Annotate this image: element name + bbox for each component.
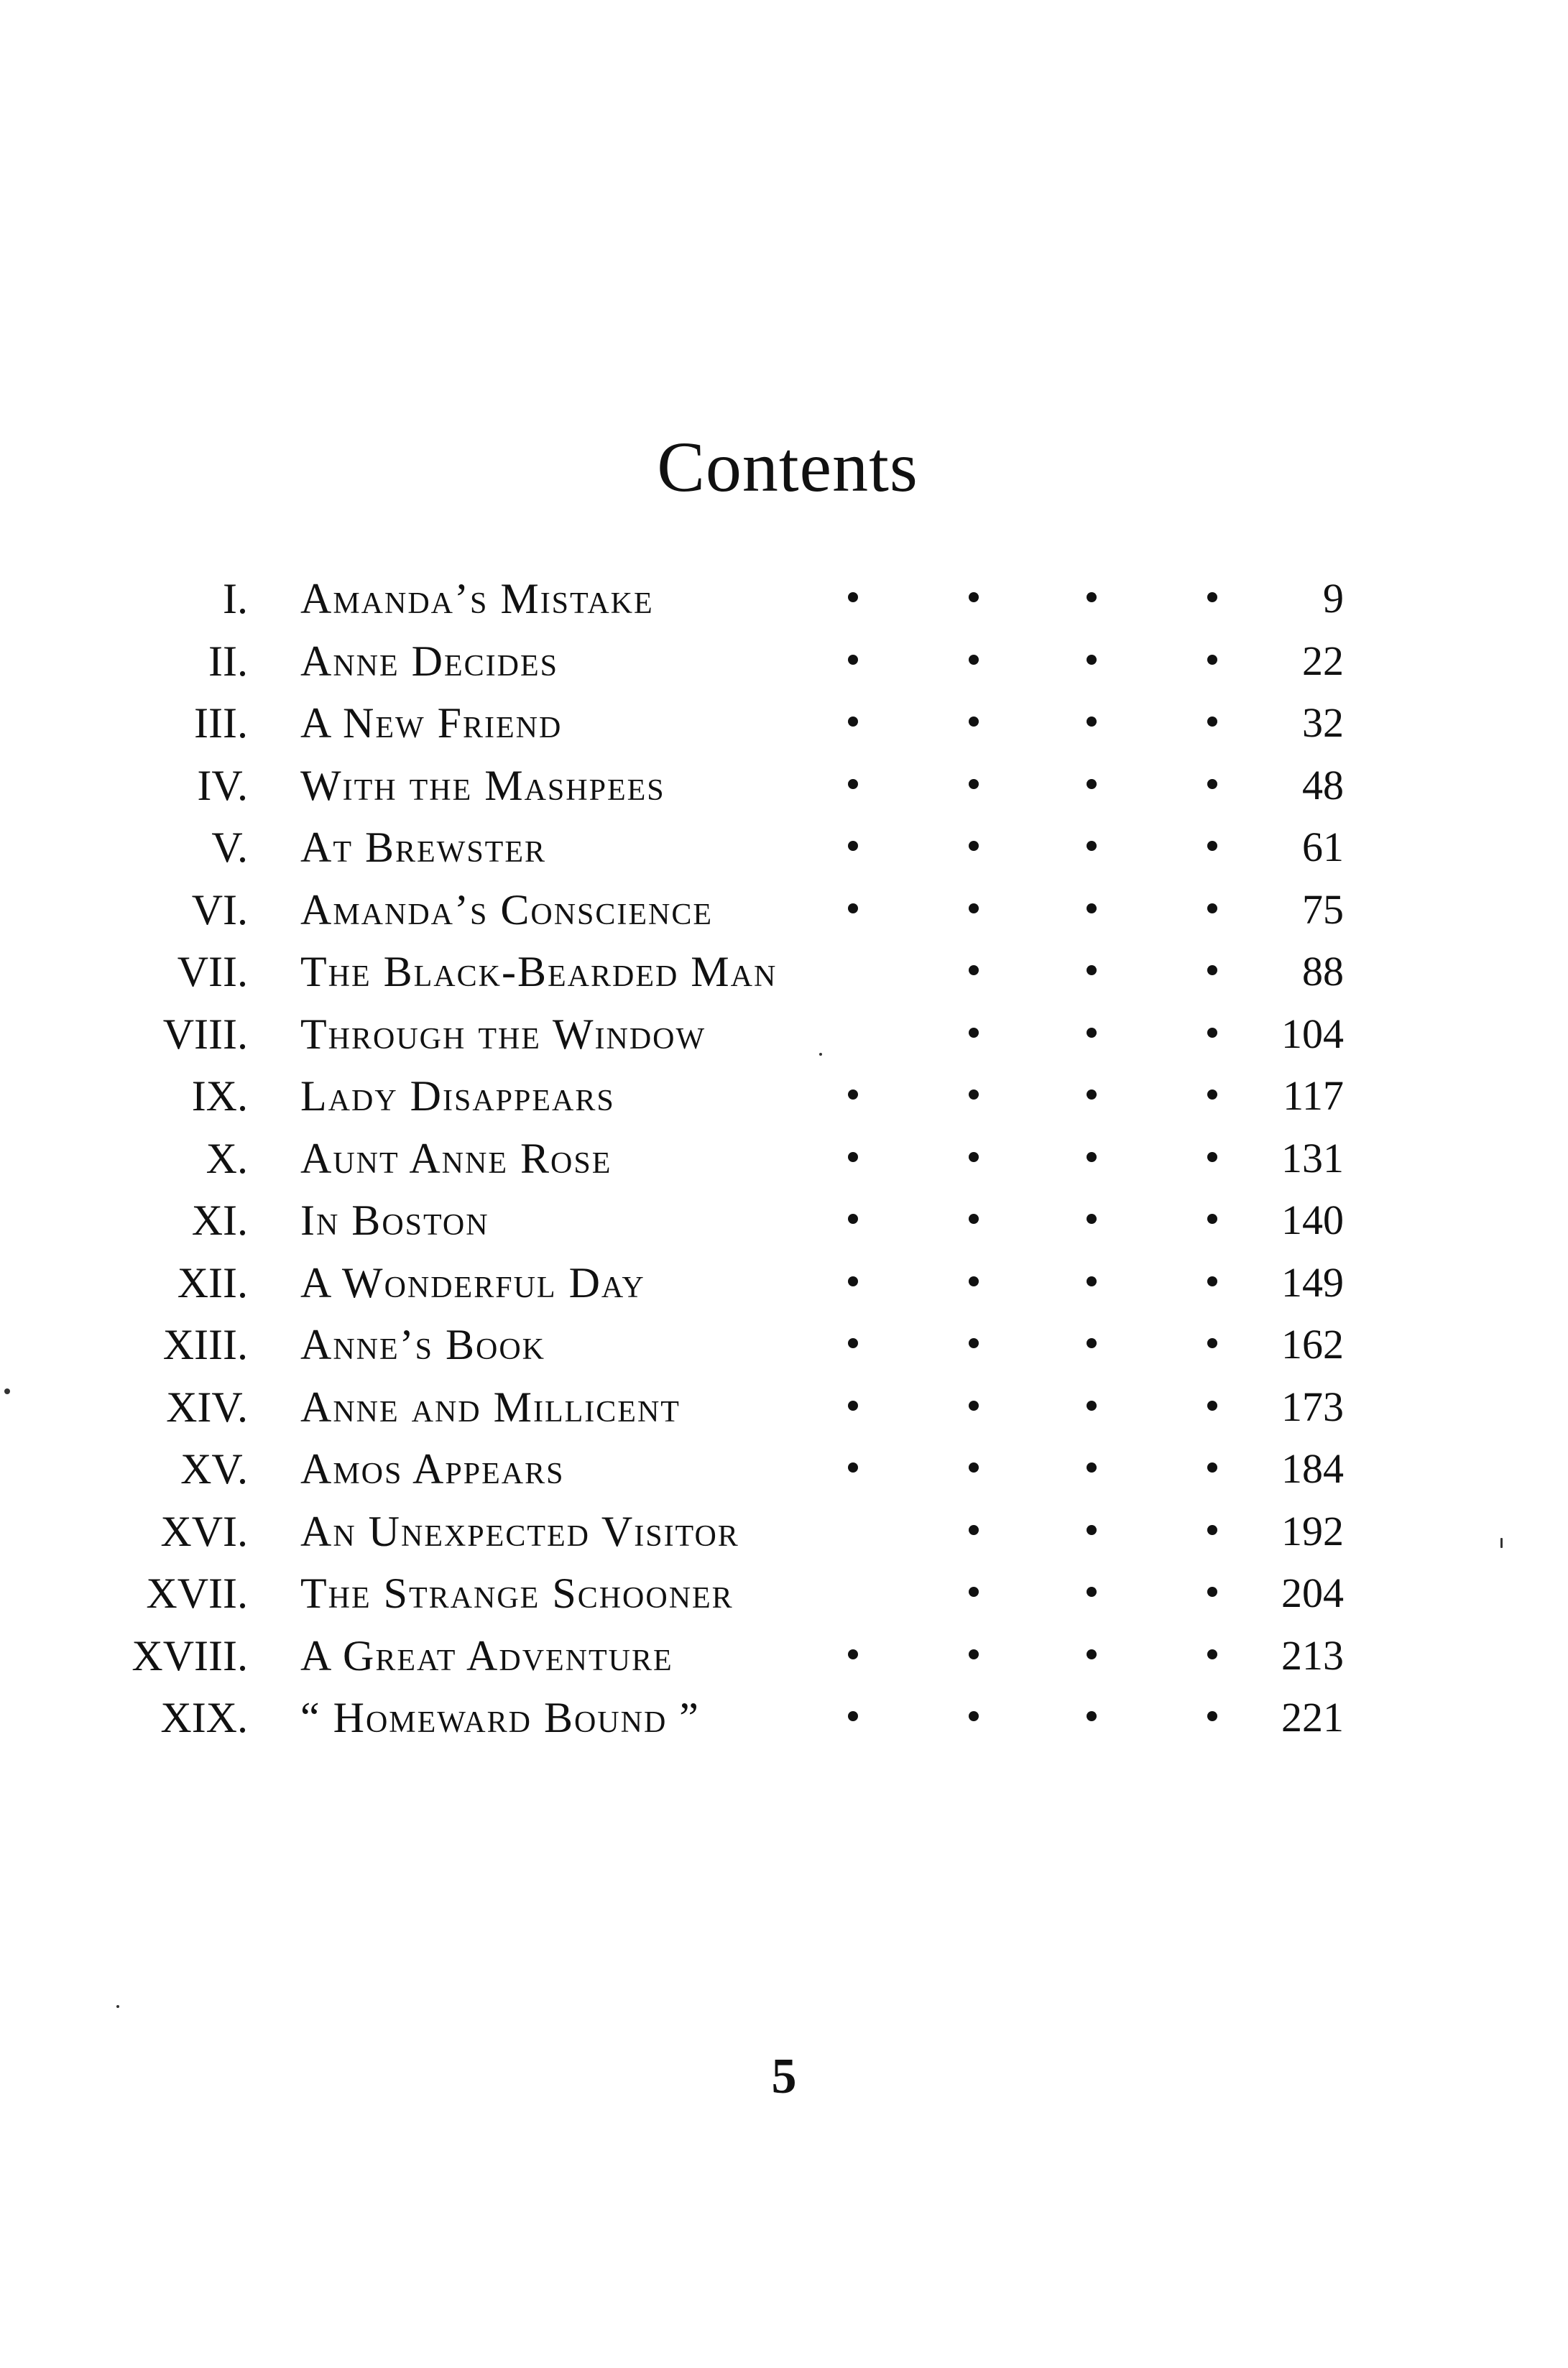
leader-dot: [969, 1711, 979, 1721]
leader-dot: [1087, 1711, 1097, 1721]
chapter-numeral: VII.: [177, 948, 248, 995]
chapter-numeral: X.: [206, 1134, 248, 1182]
toc-row: [0, 1189, 1568, 1252]
toc-row: [0, 1625, 1568, 1687]
chapter-numeral: XVI.: [160, 1507, 248, 1555]
print-speck: [4, 1388, 10, 1394]
leader-dot: [969, 779, 979, 789]
chapter-page-number: 192: [1281, 1507, 1344, 1554]
chapter-page-number: 104: [1281, 1010, 1344, 1057]
chapter-title: With the Mashpees: [300, 761, 665, 809]
chapter-page-number: 149: [1281, 1258, 1344, 1306]
chapter-title: An Unexpected Visitor: [300, 1507, 739, 1555]
chapter-title: A Great Adventure: [300, 1631, 673, 1680]
toc-row: [0, 1376, 1568, 1439]
leader-dot: [1207, 1587, 1217, 1597]
leader-dot: [969, 1401, 979, 1411]
toc-row: [0, 941, 1568, 1003]
chapter-page-number: 131: [1281, 1134, 1344, 1181]
leader-dot: [1207, 1462, 1217, 1473]
leader-dot: [1087, 1587, 1097, 1597]
leader-dot: [969, 903, 979, 913]
leader-dot: [969, 1089, 979, 1100]
leader-dot: [1087, 1462, 1097, 1473]
leader-dot: [969, 1587, 979, 1597]
chapter-title: Amanda’s Conscience: [300, 885, 714, 934]
chapter-title: Anne and Millicent: [300, 1383, 681, 1431]
chapter-numeral: V.: [211, 824, 248, 871]
leader-dot: [1207, 1649, 1217, 1659]
print-speck: [1500, 1538, 1503, 1548]
leader-dot: [848, 1214, 858, 1224]
toc-row: [0, 1003, 1568, 1066]
leader-dot: [848, 1462, 858, 1473]
leader-dot: [969, 1649, 979, 1659]
chapter-page-number: 75: [1302, 885, 1344, 933]
leader-dot: [969, 841, 979, 851]
chapter-numeral: XIII.: [162, 1321, 248, 1368]
leader-dot: [1207, 1401, 1217, 1411]
chapter-page-number: 48: [1302, 761, 1344, 808]
toc-row: [0, 816, 1568, 879]
leader-dot: [848, 1338, 858, 1348]
chapter-numeral: XVII.: [146, 1570, 248, 1617]
leader-dot: [1087, 1649, 1097, 1659]
chapter-page-number: 204: [1281, 1570, 1344, 1616]
leader-dot: [848, 655, 858, 665]
leader-dot: [969, 1214, 979, 1224]
page-number: 5: [771, 2049, 797, 2104]
chapter-title: “ Homeward Bound ”: [300, 1694, 700, 1741]
leader-dot: [1087, 965, 1097, 975]
toc-row: [0, 1128, 1568, 1190]
print-speck: [819, 1053, 822, 1056]
chapter-title: In Boston: [300, 1197, 489, 1244]
leader-dot: [969, 1152, 979, 1162]
toc-row: [0, 755, 1568, 817]
leader-dot: [969, 717, 979, 727]
chapter-page-number: 140: [1281, 1197, 1344, 1243]
leader-dot: [848, 1401, 858, 1411]
leader-dot: [1087, 1401, 1097, 1411]
leader-dot: [969, 1028, 979, 1038]
toc-row: [0, 879, 1568, 941]
chapter-page-number: 117: [1283, 1072, 1344, 1119]
chapter-title: Amanda’s Mistake: [300, 575, 654, 622]
chapter-title: Lady Disappears: [300, 1072, 615, 1120]
leader-dot: [1087, 1089, 1097, 1100]
chapter-numeral: XI.: [191, 1197, 248, 1244]
chapter-numeral: XVIII.: [132, 1631, 248, 1680]
leader-dot: [1087, 1028, 1097, 1038]
leader-dot: [848, 1276, 858, 1286]
chapter-page-number: 162: [1281, 1321, 1344, 1368]
leader-dot: [969, 655, 979, 665]
leader-dot: [1207, 779, 1217, 789]
chapter-numeral: XV.: [180, 1445, 248, 1493]
chapter-numeral: I.: [223, 575, 248, 622]
toc-row: [0, 1687, 1568, 1749]
chapter-page-number: 88: [1302, 948, 1344, 995]
leader-dot: [969, 592, 979, 602]
toc-row: [0, 692, 1568, 755]
leader-dot: [1207, 717, 1217, 727]
table-of-contents: [0, 568, 1568, 1749]
leader-dot: [848, 1649, 858, 1659]
leader-dot: [1207, 1089, 1217, 1100]
toc-row: [0, 1314, 1568, 1376]
toc-row: [0, 568, 1568, 630]
leader-dot: [1087, 779, 1097, 789]
chapter-page-number: 221: [1281, 1694, 1344, 1741]
toc-row: [0, 1501, 1568, 1563]
chapter-numeral: III.: [194, 699, 248, 747]
chapter-numeral: XIV.: [166, 1383, 248, 1431]
leader-dot: [848, 903, 858, 913]
chapter-page-number: 184: [1281, 1445, 1344, 1492]
chapter-page-number: 32: [1302, 699, 1344, 746]
leader-dot: [1087, 1338, 1097, 1348]
chapter-title: Anne’s Book: [300, 1321, 545, 1368]
leader-dot: [1207, 965, 1217, 975]
leader-dot: [1087, 1276, 1097, 1286]
leader-dot: [969, 965, 979, 975]
chapter-page-number: 173: [1281, 1383, 1344, 1430]
leader-dot: [848, 1711, 858, 1721]
leader-dot: [1207, 1152, 1217, 1162]
leader-dot: [1207, 841, 1217, 851]
page-title: Contents: [657, 427, 918, 507]
leader-dot: [969, 1462, 979, 1473]
chapter-page-number: 213: [1281, 1631, 1344, 1679]
chapter-page-number: 22: [1302, 637, 1344, 684]
toc-row: [0, 1065, 1568, 1128]
chapter-numeral: XII.: [177, 1258, 248, 1307]
leader-dot: [1207, 1028, 1217, 1038]
leader-dot: [848, 841, 858, 851]
leader-dot: [1087, 655, 1097, 665]
leader-dot: [1087, 1525, 1097, 1535]
leader-dot: [1207, 1711, 1217, 1721]
print-speck: [116, 2005, 119, 2008]
leader-dot: [848, 592, 858, 602]
chapter-page-number: 61: [1302, 824, 1344, 870]
chapter-numeral: XIX.: [160, 1694, 248, 1741]
chapter-title: A Wonderful Day: [300, 1258, 645, 1307]
chapter-numeral: IV.: [197, 761, 248, 809]
chapter-title: The Black-Bearded Man: [300, 948, 778, 995]
chapter-numeral: IX.: [191, 1072, 248, 1120]
leader-dot: [848, 779, 858, 789]
chapter-title: Aunt Anne Rose: [300, 1134, 612, 1182]
chapter-title: The Strange Schooner: [300, 1570, 734, 1617]
toc-row: [0, 1562, 1568, 1625]
leader-dot: [1087, 717, 1097, 727]
chapter-title: Through the Window: [300, 1010, 706, 1058]
toc-row: [0, 1438, 1568, 1501]
leader-dot: [969, 1276, 979, 1286]
leader-dot: [969, 1525, 979, 1535]
chapter-title: Amos Appears: [300, 1445, 565, 1493]
chapter-page-number: 9: [1323, 575, 1344, 622]
leader-dot: [1087, 592, 1097, 602]
leader-dot: [1207, 903, 1217, 913]
leader-dot: [1087, 841, 1097, 851]
leader-dot: [1207, 1525, 1217, 1535]
leader-dot: [1207, 1276, 1217, 1286]
leader-dot: [848, 717, 858, 727]
toc-row: [0, 1252, 1568, 1314]
toc-row: [0, 630, 1568, 693]
chapter-title: A New Friend: [300, 699, 563, 747]
leader-dot: [969, 1338, 979, 1348]
leader-dot: [1207, 1338, 1217, 1348]
leader-dot: [1087, 1214, 1097, 1224]
leader-dot: [1207, 655, 1217, 665]
leader-dot: [1087, 903, 1097, 913]
chapter-title: At Brewster: [300, 824, 546, 871]
leader-dot: [848, 1152, 858, 1162]
chapter-numeral: VIII.: [162, 1010, 248, 1058]
chapter-numeral: VI.: [191, 885, 248, 934]
leader-dot: [1207, 592, 1217, 602]
chapter-title: Anne Decides: [300, 637, 558, 685]
leader-dot: [1207, 1214, 1217, 1224]
leader-dot: [848, 1089, 858, 1100]
leader-dot: [1087, 1152, 1097, 1162]
chapter-numeral: II.: [208, 637, 248, 685]
